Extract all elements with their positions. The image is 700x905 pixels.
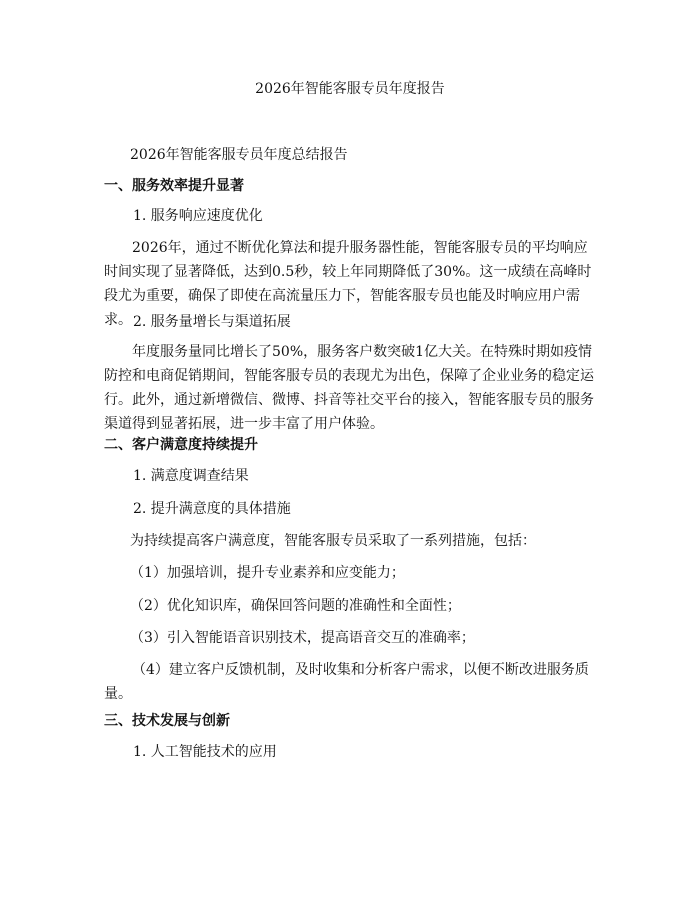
section-2-measures-intro: 为持续提高客户满意度，智能客服专员采取了一系列措施，包括： [130, 533, 536, 549]
section-heading-1: 一、服务效率提升显著 [104, 178, 244, 194]
section-heading-2: 二、客户满意度持续提升 [104, 437, 258, 453]
section-1-item-2-label: 2. 服务量增长与渠道拓展 [133, 314, 291, 330]
document-title: 2026年智能客服专员年度报告 [255, 81, 445, 97]
section-3-item-1-label: 1. 人工智能技术的应用 [133, 744, 277, 760]
section-2-measure-1: （1）加强培训，提升专业素养和应变能力； [130, 565, 405, 581]
section-1-item-1-label: 1. 服务响应速度优化 [133, 208, 263, 224]
section-2-item-1-label: 1. 满意度调查结果 [133, 468, 249, 484]
section-1-item-2-paragraph: 年度服务量同比增长了50%，服务客户数突破1亿大关。在特殊时期如疫情防控和电商促销期间，智能客服专员的表现尤为出色，保障了企业业务的稳定运行。此外，通过新增微信、微博、抖音等社交平台的接入，智能客服专员的服务渠道得到显著拓展，进一步丰富了用户体验。 [104, 344, 594, 432]
section-heading-3: 三、技术发展与创新 [104, 713, 230, 729]
document-subtitle: 2026年智能客服专员年度总结报告 [130, 147, 348, 163]
section-2-item-2-label: 2. 提升满意度的具体措施 [133, 501, 291, 517]
section-2-measure-4: （4）建立客户反馈机制，及时收集和分析客户需求，以便不断改进服务质量。 [104, 662, 589, 702]
section-2-measure-2: （2）优化知识库，确保回答问题的准确性和全面性； [130, 598, 461, 614]
section-1-item-1-paragraph: 2026年，通过不断优化算法和提升服务器性能，智能客服专员的平均响应时间实现了显著降低，达到0.5秒，较上年同期降低了30%。这一成绩在高峰时段尤为重要，确保了即使在高流量压力下，智能客服专员也能及时响应用户需求。 [104, 240, 592, 328]
section-2-measure-3: （3）引入智能语音识别技术，提高语音交互的准确率； [130, 630, 475, 646]
